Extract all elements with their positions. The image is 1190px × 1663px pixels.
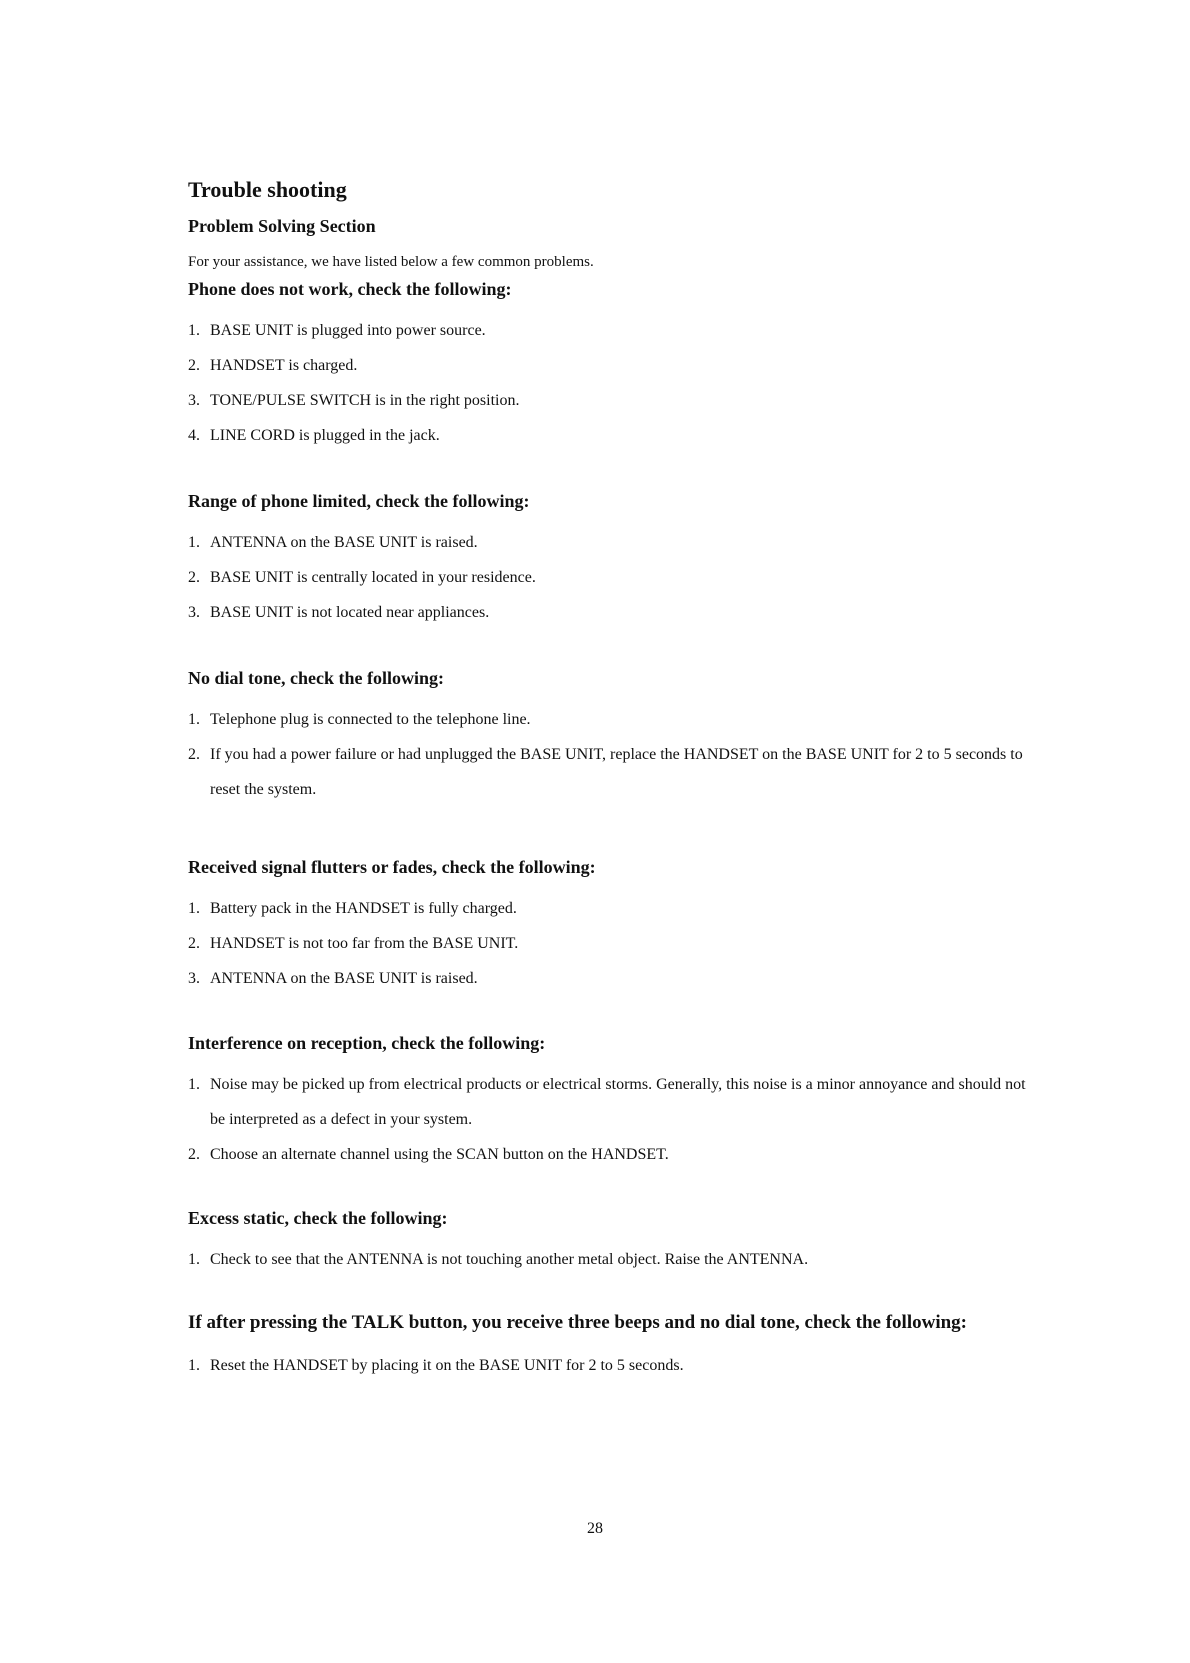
list-item [188,595,1038,630]
page-title: Trouble shooting [188,177,347,202]
section-signal-fades [188,856,1038,996]
list-item [188,1137,1038,1172]
list-item-number: 3. [188,603,200,621]
list-item-number: 1. [188,899,200,917]
list-item-text: Noise may be picked up from electrical products or electrical storms. Generally, this noise is a minor annoyance and should not be interpreted as a defect in your system. [210,1075,1026,1128]
list-item-number: 2. [188,1145,200,1163]
list-item-text: Telephone plug is connected to the telephone line. [210,710,531,728]
intro-text: For your assistance, we have listed below a few common problems. [188,254,594,270]
list-item [188,961,1038,996]
checklist [188,313,1038,453]
section-heading: Range of phone limited, check the following: [188,491,530,511]
list-item-text: HANDSET is not too far from the BASE UNIT. [210,934,519,952]
checklist [188,525,1038,630]
list-item-text: HANDSET is charged. [210,356,358,374]
page-number: 28 [587,1520,603,1537]
list-item-number: 3. [188,969,200,987]
list-item [188,383,1038,418]
list-item [188,560,1038,595]
list-item-number: 1. [188,710,200,728]
checklist [188,1067,1038,1172]
section-title: Problem Solving Section [188,216,376,236]
section-heading: Excess static, check the following: [188,1208,448,1228]
list-item-number: 1. [188,1250,200,1268]
list-item-number: 1. [188,321,200,339]
checklist [188,1242,1038,1277]
list-item-text: TONE/PULSE SWITCH is in the right position. [210,391,520,409]
list-item-text: LINE CORD is plugged in the jack. [210,426,440,444]
section-heading: No dial tone, check the following: [188,668,444,688]
list-item [188,737,1038,807]
section-phone-does-not-work [188,278,1038,453]
list-item-number: 2. [188,745,200,763]
list-item-number: 3. [188,391,200,409]
list-item [188,891,1038,926]
list-item-text: If you had a power failure or had unplugged the BASE UNIT, replace the HANDSET on the BASE UNIT for 2 to 5 seconds to reset the system. [210,745,1023,798]
list-item-number: 1. [188,1075,200,1093]
list-item-number: 1. [188,533,200,551]
list-item [188,702,1038,737]
section-interference [188,1032,1038,1172]
section-heading: If after pressing the TALK button, you receive three beeps and no dial tone, check the following: [188,1312,967,1333]
section-range-limited [188,490,1038,630]
list-item-number: 2. [188,356,200,374]
list-item [188,926,1038,961]
list-item-text: BASE UNIT is centrally located in your residence. [210,568,536,586]
section-heading: Received signal flutters or fades, check the following: [188,857,596,877]
list-item-text: ANTENNA on the BASE UNIT is raised. [210,533,478,551]
list-item-number: 4. [188,426,200,444]
list-item-text: BASE UNIT is not located near appliances. [210,603,490,621]
section-heading: Interference on reception, check the following: [188,1033,546,1053]
list-item-text: BASE UNIT is plugged into power source. [210,321,486,339]
list-item [188,1242,1038,1277]
list-item [188,1348,1038,1383]
checklist [188,702,1038,807]
list-item-text: Check to see that the ANTENNA is not touching another metal object. Raise the ANTENNA. [210,1250,809,1268]
section-heading: Phone does not work, check the following: [188,279,512,299]
list-item [188,348,1038,383]
section-no-dial-tone [188,667,1038,807]
list-item-text: ANTENNA on the BASE UNIT is raised. [210,969,478,987]
checklist [188,1348,1038,1383]
list-item [188,1067,1038,1137]
list-item-number: 2. [188,934,200,952]
list-item-text: Reset the HANDSET by placing it on the BASE UNIT for 2 to 5 seconds. [210,1357,684,1374]
list-item-number: 1. [188,1357,200,1374]
checklist [188,891,1038,996]
list-item-number: 2. [188,568,200,586]
section-three-beeps [188,1306,1038,1383]
list-item [188,313,1038,348]
section-excess-static [188,1207,1038,1277]
list-item [188,418,1038,453]
list-item [188,525,1038,560]
list-item-text: Choose an alternate channel using the SCAN button on the HANDSET. [210,1145,669,1163]
list-item-text: Battery pack in the HANDSET is fully charged. [210,899,517,917]
